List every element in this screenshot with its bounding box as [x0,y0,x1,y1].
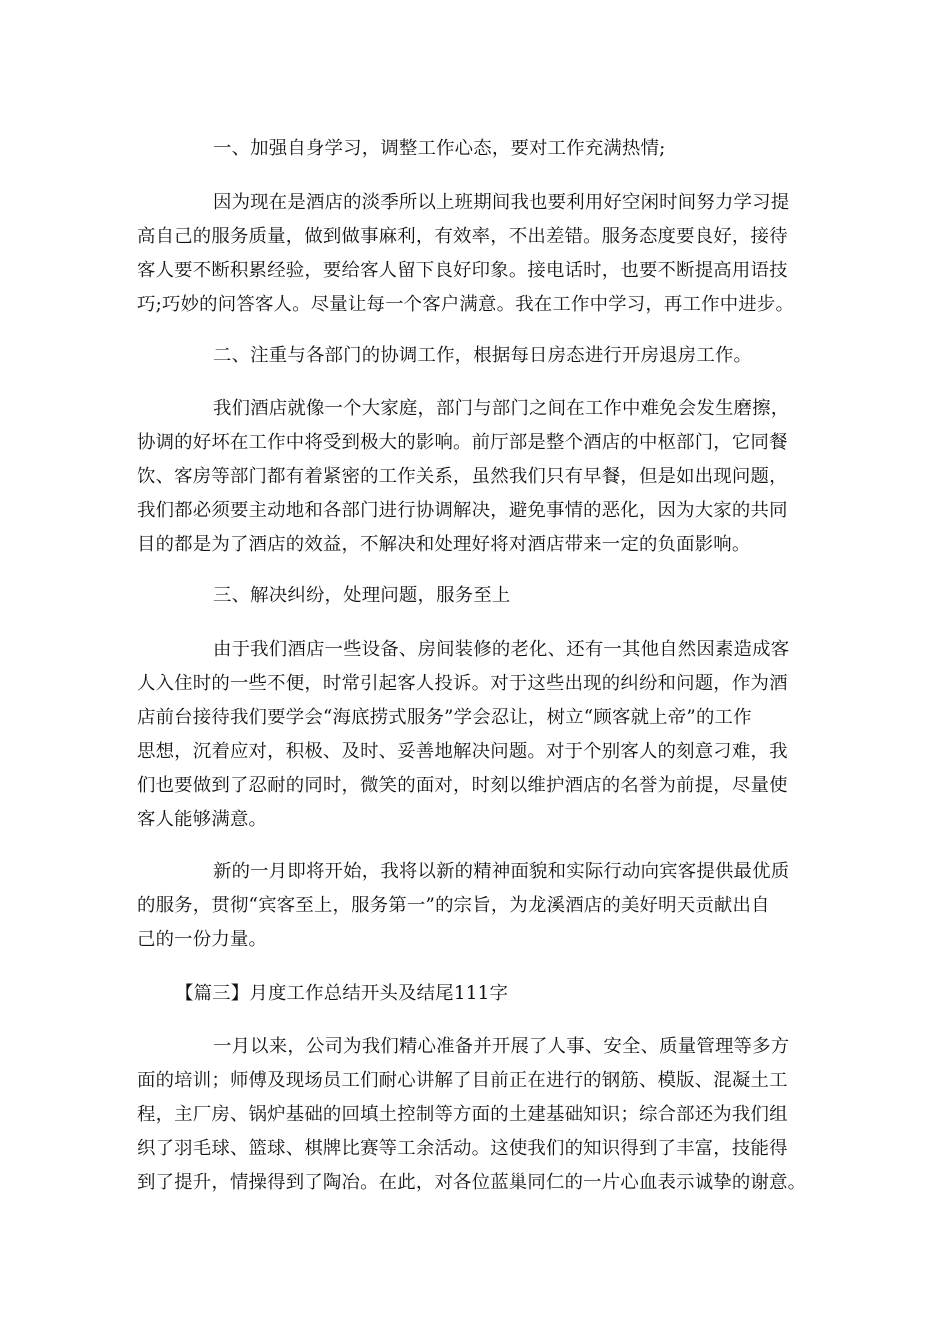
text-line: 织了羽毛球、篮球、棋牌比赛等工余活动。这使我们的知识得到了丰富，技能得 [137,1138,788,1159]
text-line: 新的一月即将开始，我将以新的精神面貌和实际行动向宾客提供最优质 [213,861,790,882]
paragraph-5 [137,1030,827,1200]
text-line: 三、解决纠纷，处理问题，服务至上 [213,585,511,606]
text-line: 面的培训；师傅及现场员工们耐心讲解了目前正在进行的钢筋、模版、混凝土工 [137,1070,788,1091]
text-line: 人入住时的一些不便，时常引起客人投诉。对于这些出现的纠纷和问题，作为酒 [137,673,788,694]
paragraph-2 [137,392,827,562]
paragraph-4 [137,855,827,957]
text-line: 高自己的服务质量，做到做事麻利，有效率，不出差错。服务态度要良好，接待 [137,226,788,247]
heading-1 [137,132,827,166]
text-line: 饮、客房等部门都有着紧密的工作关系，虽然我们只有早餐，但是如出现问题， [137,466,788,487]
heading-2 [137,339,827,373]
text-line: 程，主厂房、锅炉基础的回填土控制等方面的土建基础知识；综合部还为我们组 [137,1104,788,1125]
text-line: 目的都是为了酒店的效益，不解决和处理好将对酒店带来一定的负面影响。 [137,534,751,555]
text-line: 二、注重与各部门的协调工作，根据每日房态进行开房退房工作。 [213,345,753,366]
paragraph-3 [137,633,827,837]
text-line: 客人能够满意。 [137,809,268,830]
text-line: 的服务，贯彻“宾客至上，服务第一”的宗旨，为龙溪酒店的美好明天贡献出自 [137,895,770,916]
text-line: 们也要做到了忍耐的同时，微笑的面对，时刻以维护酒店的名誉为前提，尽量使 [137,775,788,796]
text-line: 思想，沉着应对，积极、及时、妥善地解决问题。对于个别客人的刻意刁难，我 [137,741,788,762]
text-line: 由于我们酒店一些设备、房间装修的老化、还有一其他自然因素造成客 [213,639,790,660]
text-line: 一月以来，公司为我们精心准备并开展了人事、安全、质量管理等多方 [213,1036,790,1057]
text-line: 客人要不断积累经验，要给客人留下良好印象。接电话时，也要不断提高用语技 [137,260,788,281]
text-line: 巧;巧妙的问答客人。尽量让每一个客户满意。我在工作中学习，再工作中进步。 [137,294,795,315]
text-line: 店前台接待我们要学会“海底捞式服务”学会忍让，树立“顾客就上帝”的工作 [137,707,752,728]
heading-3 [137,579,827,613]
text-line: 一、加强自身学习，调整工作心态，要对工作充满热情; [213,138,666,159]
text-line: 协调的好坏在工作中将受到极大的影响。前厅部是整个酒店的中枢部门，它同餐 [137,432,788,453]
paragraph-1 [137,186,827,322]
text-line: 【篇三】月度工作总结开头及结尾111字 [175,983,509,1004]
text-line: 我们酒店就像一个大家庭，部门与部门之间在工作中难免会发生磨擦， [213,398,790,419]
text-line: 到了提升，情操得到了陶冶。在此，对各位蓝巢同仁的一片心血表示诚挚的谢意。 [137,1172,807,1193]
text-line: 因为现在是酒店的淡季所以上班期间我也要利用好空闲时间努力学习提 [213,192,790,213]
text-line: 己的一份力量。 [137,929,268,950]
text-line: 我们都必须要主动地和各部门进行协调解决，避免事情的恶化，因为大家的共同 [137,500,788,521]
section-title [137,977,827,1011]
